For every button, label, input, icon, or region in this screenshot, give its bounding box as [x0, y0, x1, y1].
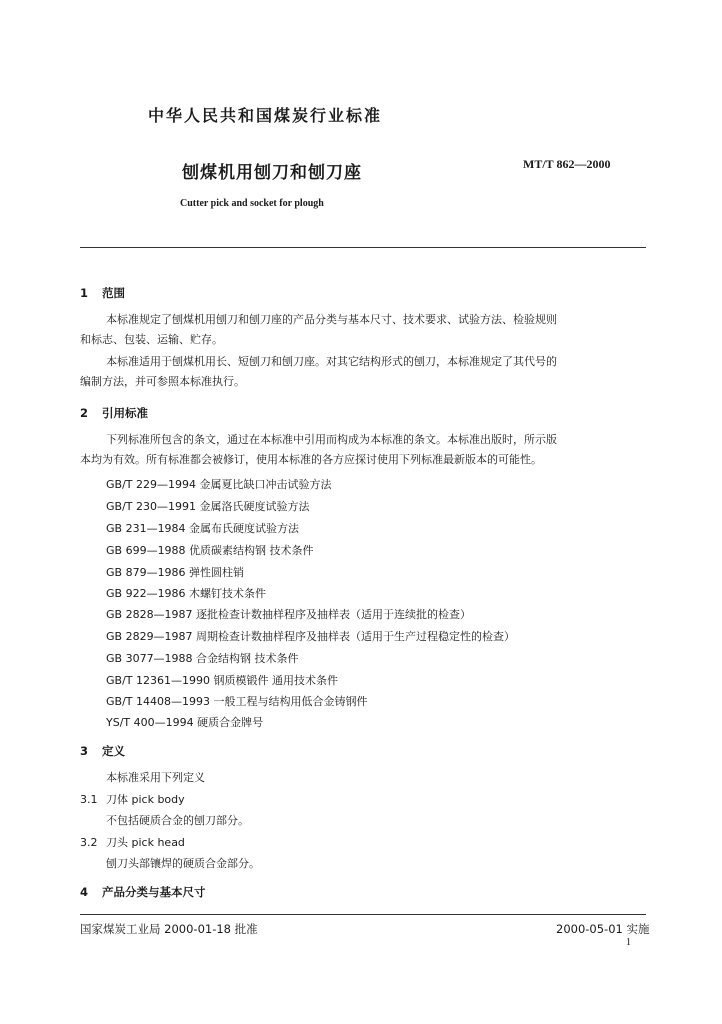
definition-text: 不包括硬质合金的刨刀部分。 [106, 814, 249, 827]
section-number: 1 [80, 286, 89, 300]
clause-number: 3.2 [80, 836, 98, 849]
paragraph: 本标准采用下列定义 [106, 771, 205, 784]
definition-3-2 [80, 836, 185, 850]
paragraph: 和标志、包装、运输、贮存。 [80, 333, 223, 346]
footer-divider [80, 914, 646, 915]
standard-title: 刨煤机用刨刀和刨刀座 [182, 163, 362, 183]
definition-3-1 [80, 793, 185, 807]
definition-term: 刀头 pick head [106, 836, 185, 849]
reference-item: GB 3077—1988 合金结构钢 技术条件 [106, 652, 299, 665]
reference-item: GB/T 12361—1990 钢质模锻件 通用技术条件 [106, 674, 338, 687]
reference-item: GB/T 229—1994 金属夏比缺口冲击试验方法 [106, 478, 332, 491]
reference-item: GB 699—1988 优质碳素结构钢 技术条件 [106, 544, 314, 557]
section-title: 定义 [102, 744, 125, 758]
paragraph: 本标准适用于刨煤机用长、短刨刀和刨刀座。对其它结构形式的刨刀，本标准规定了其代号的 [106, 355, 557, 368]
paragraph: 本标准规定了刨煤机用刨刀和刨刀座的产品分类与基本尺寸、技术要求、试验方法、检验规则 [106, 313, 557, 326]
reference-item: GB 879—1986 弹性圆柱销 [106, 566, 245, 579]
section-2-heading [80, 405, 148, 421]
definition-text: 刨刀头部镶焊的硬质合金部分。 [106, 857, 260, 870]
page-number: 1 [626, 937, 631, 948]
section-title: 范围 [102, 286, 125, 300]
standard-title-en: Cutter pick and socket for plough [180, 198, 324, 209]
section-3-heading [80, 743, 125, 759]
reference-item: GB 2829—1987 周期检查计数抽样程序及抽样表（适用于生产过程稳定性的检查） [106, 630, 516, 643]
paragraph: 本均为有效。所有标准都会被修订，使用本标准的各方应探讨使用下列标准最新版本的可能性。 [80, 453, 542, 466]
section-title: 产品分类与基本尺寸 [102, 885, 206, 899]
clause-number: 3.1 [80, 793, 98, 806]
paragraph: 下列标准所包含的条文，通过在本标准中引用而构成为本标准的条文。本标准出版时，所示版 [106, 433, 557, 446]
paragraph: 编制方法，并可参照本标准执行。 [80, 375, 245, 388]
definition-term: 刀体 pick body [106, 793, 185, 806]
issuing-authority: 中华人民共和国煤炭行业标准 [148, 106, 383, 125]
reference-item: GB 922—1986 木螺钉技术条件 [106, 587, 267, 600]
section-1-heading [80, 285, 125, 301]
implementation-date: 2000-05-01 实施 [556, 922, 650, 936]
reference-item: GB/T 230—1991 金属洛氏硬度试验方法 [106, 500, 310, 513]
reference-item: GB 2828—1987 逐批检查计数抽样程序及抽样表（适用于连续批的检查） [106, 608, 472, 621]
section-number: 3 [80, 744, 89, 758]
section-number: 4 [80, 885, 89, 899]
header-divider [80, 247, 646, 248]
section-4-heading [80, 884, 206, 900]
reference-item: GB 231—1984 金属布氏硬度试验方法 [106, 522, 300, 535]
section-title: 引用标准 [102, 406, 148, 420]
reference-item: GB/T 14408—1993 一般工程与结构用低合金铸钢件 [106, 695, 368, 708]
section-number: 2 [80, 406, 89, 420]
reference-item: YS/T 400—1994 硬质合金牌号 [106, 716, 264, 729]
standard-code: MT/T 862—2000 [523, 157, 611, 171]
approval-info: 国家煤炭工业局 2000-01-18 批准 [80, 922, 258, 936]
